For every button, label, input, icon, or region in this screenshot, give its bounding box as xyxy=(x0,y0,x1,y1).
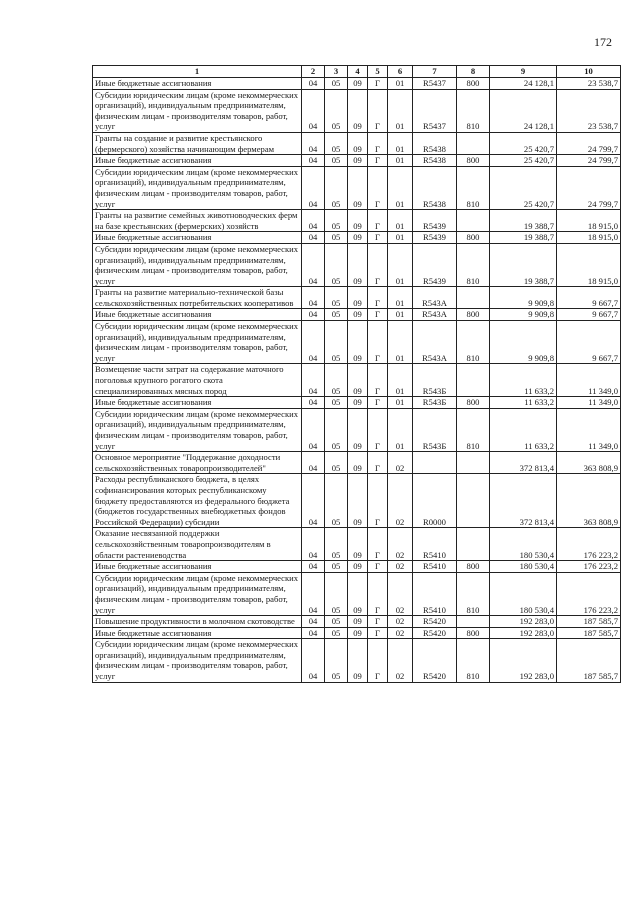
cell-sum-2020: 192 283,0 xyxy=(490,627,557,639)
cell-gr: 04 xyxy=(302,408,325,451)
header-cell-5: 5 xyxy=(368,66,388,78)
cell-vid: 810 xyxy=(457,321,490,364)
cell-gr: 04 xyxy=(302,155,325,167)
header-cell-7: 7 xyxy=(413,66,457,78)
table-row xyxy=(93,452,621,474)
cell-prog: 09 xyxy=(348,561,368,573)
header-cell-8: 8 xyxy=(457,66,490,78)
table-row xyxy=(93,232,621,244)
cell-ved: 05 xyxy=(325,572,348,615)
cell-sum-2021: 18 915,0 xyxy=(557,232,621,244)
cell-napr: R5437 xyxy=(413,89,457,132)
cell-gr: 04 xyxy=(302,397,325,409)
cell-sum-2020: 9 909,8 xyxy=(490,287,557,309)
cell-gr: 04 xyxy=(302,639,325,682)
cell-prog: 09 xyxy=(348,309,368,321)
cell-vid xyxy=(457,210,490,232)
cell-vid: 810 xyxy=(457,89,490,132)
cell-name: Повышение продуктивности в молочном скотоводстве xyxy=(93,616,302,628)
cell-meropr: 01 xyxy=(388,89,413,132)
table-row xyxy=(93,639,621,682)
cell-gr: 04 xyxy=(302,452,325,474)
cell-name: Субсидии юридическим лицам (кроме некоммерческих организаций), индивидуальным предпринимателям, физическим лицам - производителям товаров, работ, услуг xyxy=(93,166,302,209)
cell-prog: 09 xyxy=(348,287,368,309)
cell-sum-2021: 187 585,7 xyxy=(557,616,621,628)
cell-ved: 05 xyxy=(325,166,348,209)
cell-meropr: 01 xyxy=(388,309,413,321)
table-row xyxy=(93,397,621,409)
table-row xyxy=(93,243,621,286)
cell-ved: 05 xyxy=(325,528,348,561)
cell-meropr: 02 xyxy=(388,572,413,615)
cell-ved: 05 xyxy=(325,210,348,232)
cell-sum-2020: 19 388,7 xyxy=(490,243,557,286)
cell-vid: 810 xyxy=(457,572,490,615)
cell-podprog: Г xyxy=(368,232,388,244)
cell-podprog: Г xyxy=(368,627,388,639)
cell-meropr: 02 xyxy=(388,528,413,561)
cell-vid: 800 xyxy=(457,397,490,409)
cell-name: Гранты на развитие материально-технической базы сельскохозяйственных потребительских кооперативов xyxy=(93,287,302,309)
cell-sum-2021: 187 585,7 xyxy=(557,639,621,682)
cell-sum-2021: 187 585,7 xyxy=(557,627,621,639)
cell-podprog: Г xyxy=(368,309,388,321)
cell-meropr: 01 xyxy=(388,243,413,286)
cell-sum-2021: 176 223,2 xyxy=(557,561,621,573)
cell-meropr: 01 xyxy=(388,78,413,90)
cell-sum-2020: 19 388,7 xyxy=(490,232,557,244)
cell-sum-2021: 11 349,0 xyxy=(557,364,621,397)
cell-gr: 04 xyxy=(302,132,325,154)
cell-sum-2021: 11 349,0 xyxy=(557,397,621,409)
cell-sum-2020: 25 420,7 xyxy=(490,132,557,154)
cell-sum-2021: 18 915,0 xyxy=(557,243,621,286)
cell-gr: 04 xyxy=(302,572,325,615)
header-cell-4: 4 xyxy=(348,66,368,78)
cell-ved: 05 xyxy=(325,627,348,639)
table-row xyxy=(93,321,621,364)
cell-name: Возмещение части затрат на содержание маточного поголовья крупного рогатого скота специализированных мясных пород xyxy=(93,364,302,397)
cell-podprog: Г xyxy=(368,616,388,628)
cell-sum-2020: 24 128,1 xyxy=(490,89,557,132)
cell-gr: 04 xyxy=(302,166,325,209)
cell-napr: R5438 xyxy=(413,155,457,167)
cell-podprog: Г xyxy=(368,321,388,364)
cell-sum-2021: 9 667,7 xyxy=(557,321,621,364)
header-cell-1: 1 xyxy=(93,66,302,78)
cell-vid: 800 xyxy=(457,627,490,639)
cell-prog: 09 xyxy=(348,78,368,90)
table-row xyxy=(93,364,621,397)
cell-gr: 04 xyxy=(302,309,325,321)
cell-gr: 04 xyxy=(302,232,325,244)
cell-podprog: Г xyxy=(368,452,388,474)
cell-meropr: 01 xyxy=(388,232,413,244)
cell-prog: 09 xyxy=(348,243,368,286)
table-row xyxy=(93,89,621,132)
cell-meropr: 01 xyxy=(388,155,413,167)
cell-name: Субсидии юридическим лицам (кроме некоммерческих организаций), индивидуальным предпринимателям, физическим лицам - производителям товаров, работ, услуг xyxy=(93,321,302,364)
cell-ved: 05 xyxy=(325,397,348,409)
table-row xyxy=(93,474,621,528)
cell-name: Расходы республиканского бюджета, в целях софинансирования которых республиканскому бюджету предоставляются из федерального бюджета (бюджетов государственных внебюджетных фондов Российской Федерации) субсидии xyxy=(93,474,302,528)
table-row xyxy=(93,627,621,639)
cell-ved: 05 xyxy=(325,561,348,573)
cell-gr: 04 xyxy=(302,561,325,573)
cell-sum-2020: 25 420,7 xyxy=(490,155,557,167)
table-row xyxy=(93,309,621,321)
cell-sum-2020: 192 283,0 xyxy=(490,639,557,682)
cell-sum-2020: 180 530,4 xyxy=(490,528,557,561)
table-row xyxy=(93,572,621,615)
cell-napr: R543Б xyxy=(413,397,457,409)
table-header-row xyxy=(93,66,621,78)
cell-sum-2020: 372 813,4 xyxy=(490,474,557,528)
cell-sum-2020: 24 128,1 xyxy=(490,78,557,90)
cell-napr: R5420 xyxy=(413,627,457,639)
cell-sum-2021: 9 667,7 xyxy=(557,287,621,309)
cell-gr: 04 xyxy=(302,89,325,132)
cell-meropr: 01 xyxy=(388,132,413,154)
cell-prog: 09 xyxy=(348,616,368,628)
cell-name: Иные бюджетные ассигнования xyxy=(93,397,302,409)
cell-napr: R5410 xyxy=(413,572,457,615)
cell-napr: R5420 xyxy=(413,616,457,628)
cell-ved: 05 xyxy=(325,132,348,154)
cell-podprog: Г xyxy=(368,287,388,309)
cell-gr: 04 xyxy=(302,627,325,639)
cell-meropr: 01 xyxy=(388,166,413,209)
cell-name: Гранты на создание и развитие крестьянского (фермерского) хозяйства начинающим фермерам xyxy=(93,132,302,154)
cell-ved: 05 xyxy=(325,287,348,309)
cell-napr: R5437 xyxy=(413,78,457,90)
cell-prog: 09 xyxy=(348,572,368,615)
header-cell-9: 9 xyxy=(490,66,557,78)
cell-sum-2020: 372 813,4 xyxy=(490,452,557,474)
cell-gr: 04 xyxy=(302,364,325,397)
cell-napr: R5410 xyxy=(413,528,457,561)
cell-napr: R5420 xyxy=(413,639,457,682)
cell-sum-2020: 11 633,2 xyxy=(490,397,557,409)
cell-ved: 05 xyxy=(325,474,348,528)
cell-podprog: Г xyxy=(368,166,388,209)
cell-vid: 800 xyxy=(457,155,490,167)
cell-napr: R0000 xyxy=(413,474,457,528)
cell-sum-2021: 363 808,9 xyxy=(557,474,621,528)
cell-podprog: Г xyxy=(368,474,388,528)
cell-vid: 810 xyxy=(457,639,490,682)
cell-sum-2021: 18 915,0 xyxy=(557,210,621,232)
table-row xyxy=(93,616,621,628)
cell-vid: 810 xyxy=(457,243,490,286)
cell-sum-2021: 24 799,7 xyxy=(557,166,621,209)
cell-prog: 09 xyxy=(348,474,368,528)
cell-prog: 09 xyxy=(348,132,368,154)
cell-name: Субсидии юридическим лицам (кроме некоммерческих организаций), индивидуальным предпринимателям, физическим лицам - производителям товаров, работ, услуг xyxy=(93,639,302,682)
cell-ved: 05 xyxy=(325,155,348,167)
cell-ved: 05 xyxy=(325,408,348,451)
cell-gr: 04 xyxy=(302,243,325,286)
cell-meropr: 01 xyxy=(388,287,413,309)
cell-name: Иные бюджетные ассигнования xyxy=(93,309,302,321)
cell-vid xyxy=(457,364,490,397)
cell-vid: 810 xyxy=(457,408,490,451)
cell-prog: 09 xyxy=(348,397,368,409)
table-row xyxy=(93,561,621,573)
cell-sum-2020: 25 420,7 xyxy=(490,166,557,209)
cell-sum-2021: 24 799,7 xyxy=(557,132,621,154)
cell-vid: 810 xyxy=(457,166,490,209)
cell-sum-2021: 176 223,2 xyxy=(557,528,621,561)
cell-gr: 04 xyxy=(302,210,325,232)
cell-prog: 09 xyxy=(348,528,368,561)
cell-napr: R5410 xyxy=(413,561,457,573)
cell-podprog: Г xyxy=(368,572,388,615)
cell-prog: 09 xyxy=(348,155,368,167)
cell-vid xyxy=(457,616,490,628)
cell-vid xyxy=(457,528,490,561)
cell-name: Гранты на развитие семейных животноводческих ферм на базе крестьянских (фермерских) хозяйств xyxy=(93,210,302,232)
cell-gr: 04 xyxy=(302,287,325,309)
cell-prog: 09 xyxy=(348,639,368,682)
cell-napr: R5439 xyxy=(413,243,457,286)
cell-ved: 05 xyxy=(325,452,348,474)
cell-prog: 09 xyxy=(348,166,368,209)
cell-sum-2020: 9 909,8 xyxy=(490,321,557,364)
table-row xyxy=(93,287,621,309)
cell-ved: 05 xyxy=(325,639,348,682)
cell-meropr: 01 xyxy=(388,321,413,364)
cell-name: Иные бюджетные ассигнования xyxy=(93,561,302,573)
cell-ved: 05 xyxy=(325,364,348,397)
cell-name: Иные бюджетные ассигнования xyxy=(93,78,302,90)
cell-name: Субсидии юридическим лицам (кроме некоммерческих организаций), индивидуальным предпринимателям, физическим лицам - производителям товаров, работ, услуг xyxy=(93,89,302,132)
cell-meropr: 02 xyxy=(388,627,413,639)
cell-name: Субсидии юридическим лицам (кроме некоммерческих организаций), индивидуальным предпринимателям, физическим лицам - производителям товаров, работ, услуг xyxy=(93,572,302,615)
cell-name: Иные бюджетные ассигнования xyxy=(93,232,302,244)
cell-vid xyxy=(457,287,490,309)
cell-ved: 05 xyxy=(325,89,348,132)
cell-gr: 04 xyxy=(302,528,325,561)
cell-name: Оказание несвязанной поддержки сельскохозяйственным товаропроизводителям в области растениеводства xyxy=(93,528,302,561)
cell-ved: 05 xyxy=(325,78,348,90)
cell-gr: 04 xyxy=(302,78,325,90)
cell-podprog: Г xyxy=(368,528,388,561)
cell-sum-2021: 23 538,7 xyxy=(557,78,621,90)
cell-ved: 05 xyxy=(325,243,348,286)
header-cell-3: 3 xyxy=(325,66,348,78)
cell-gr: 04 xyxy=(302,321,325,364)
cell-meropr: 01 xyxy=(388,364,413,397)
cell-prog: 09 xyxy=(348,321,368,364)
cell-sum-2021: 363 808,9 xyxy=(557,452,621,474)
cell-napr: R543А xyxy=(413,321,457,364)
cell-ved: 05 xyxy=(325,321,348,364)
cell-sum-2021: 24 799,7 xyxy=(557,155,621,167)
cell-name: Иные бюджетные ассигнования xyxy=(93,155,302,167)
cell-sum-2020: 180 530,4 xyxy=(490,572,557,615)
cell-podprog: Г xyxy=(368,397,388,409)
cell-prog: 09 xyxy=(348,408,368,451)
cell-vid xyxy=(457,452,490,474)
header-cell-6: 6 xyxy=(388,66,413,78)
cell-vid: 800 xyxy=(457,309,490,321)
cell-napr: R543А xyxy=(413,287,457,309)
cell-napr xyxy=(413,452,457,474)
table-row xyxy=(93,155,621,167)
cell-meropr: 02 xyxy=(388,452,413,474)
cell-sum-2021: 176 223,2 xyxy=(557,572,621,615)
cell-prog: 09 xyxy=(348,210,368,232)
cell-meropr: 02 xyxy=(388,616,413,628)
cell-sum-2021: 23 538,7 xyxy=(557,89,621,132)
cell-prog: 09 xyxy=(348,89,368,132)
table-row xyxy=(93,166,621,209)
cell-name: Субсидии юридическим лицам (кроме некоммерческих организаций), индивидуальным предпринимателям, физическим лицам - производителям товаров, работ, услуг xyxy=(93,408,302,451)
cell-gr: 04 xyxy=(302,474,325,528)
cell-ved: 05 xyxy=(325,232,348,244)
cell-vid: 800 xyxy=(457,78,490,90)
cell-napr: R5438 xyxy=(413,132,457,154)
header-cell-10: 10 xyxy=(557,66,621,78)
cell-meropr: 02 xyxy=(388,639,413,682)
cell-podprog: Г xyxy=(368,364,388,397)
cell-sum-2021: 11 349,0 xyxy=(557,408,621,451)
cell-napr: R543Б xyxy=(413,364,457,397)
cell-sum-2020: 19 388,7 xyxy=(490,210,557,232)
table-row xyxy=(93,210,621,232)
cell-napr: R543Б xyxy=(413,408,457,451)
cell-podprog: Г xyxy=(368,210,388,232)
table-row xyxy=(93,78,621,90)
cell-sum-2021: 9 667,7 xyxy=(557,309,621,321)
cell-sum-2020: 11 633,2 xyxy=(490,364,557,397)
table-row xyxy=(93,528,621,561)
table-row xyxy=(93,132,621,154)
cell-meropr: 02 xyxy=(388,474,413,528)
cell-napr: R543А xyxy=(413,309,457,321)
cell-ved: 05 xyxy=(325,309,348,321)
budget-table xyxy=(92,65,621,683)
cell-name: Основное мероприятие "Поддержание доходности сельскохозяйственных товаропроизводителей" xyxy=(93,452,302,474)
cell-podprog: Г xyxy=(368,78,388,90)
cell-podprog: Г xyxy=(368,132,388,154)
cell-vid: 800 xyxy=(457,232,490,244)
cell-podprog: Г xyxy=(368,89,388,132)
cell-name: Иные бюджетные ассигнования xyxy=(93,627,302,639)
cell-podprog: Г xyxy=(368,155,388,167)
cell-name: Субсидии юридическим лицам (кроме некоммерческих организаций), индивидуальным предпринимателям, физическим лицам - производителям товаров, работ, услуг xyxy=(93,243,302,286)
cell-prog: 09 xyxy=(348,452,368,474)
cell-meropr: 01 xyxy=(388,408,413,451)
cell-prog: 09 xyxy=(348,232,368,244)
page-number: 172 xyxy=(594,35,612,49)
cell-napr: R5438 xyxy=(413,166,457,209)
cell-gr: 04 xyxy=(302,616,325,628)
cell-ved: 05 xyxy=(325,616,348,628)
cell-vid xyxy=(457,132,490,154)
cell-podprog: Г xyxy=(368,243,388,286)
header-cell-2: 2 xyxy=(302,66,325,78)
cell-sum-2020: 180 530,4 xyxy=(490,561,557,573)
cell-meropr: 01 xyxy=(388,210,413,232)
table-row xyxy=(93,408,621,451)
cell-sum-2020: 9 909,8 xyxy=(490,309,557,321)
cell-prog: 09 xyxy=(348,364,368,397)
cell-podprog: Г xyxy=(368,408,388,451)
cell-sum-2020: 192 283,0 xyxy=(490,616,557,628)
cell-meropr: 02 xyxy=(388,561,413,573)
cell-napr: R5439 xyxy=(413,232,457,244)
cell-meropr: 01 xyxy=(388,397,413,409)
cell-sum-2020: 11 633,2 xyxy=(490,408,557,451)
cell-podprog: Г xyxy=(368,561,388,573)
cell-prog: 09 xyxy=(348,627,368,639)
cell-napr: R5439 xyxy=(413,210,457,232)
cell-vid xyxy=(457,474,490,528)
cell-vid: 800 xyxy=(457,561,490,573)
cell-podprog: Г xyxy=(368,639,388,682)
